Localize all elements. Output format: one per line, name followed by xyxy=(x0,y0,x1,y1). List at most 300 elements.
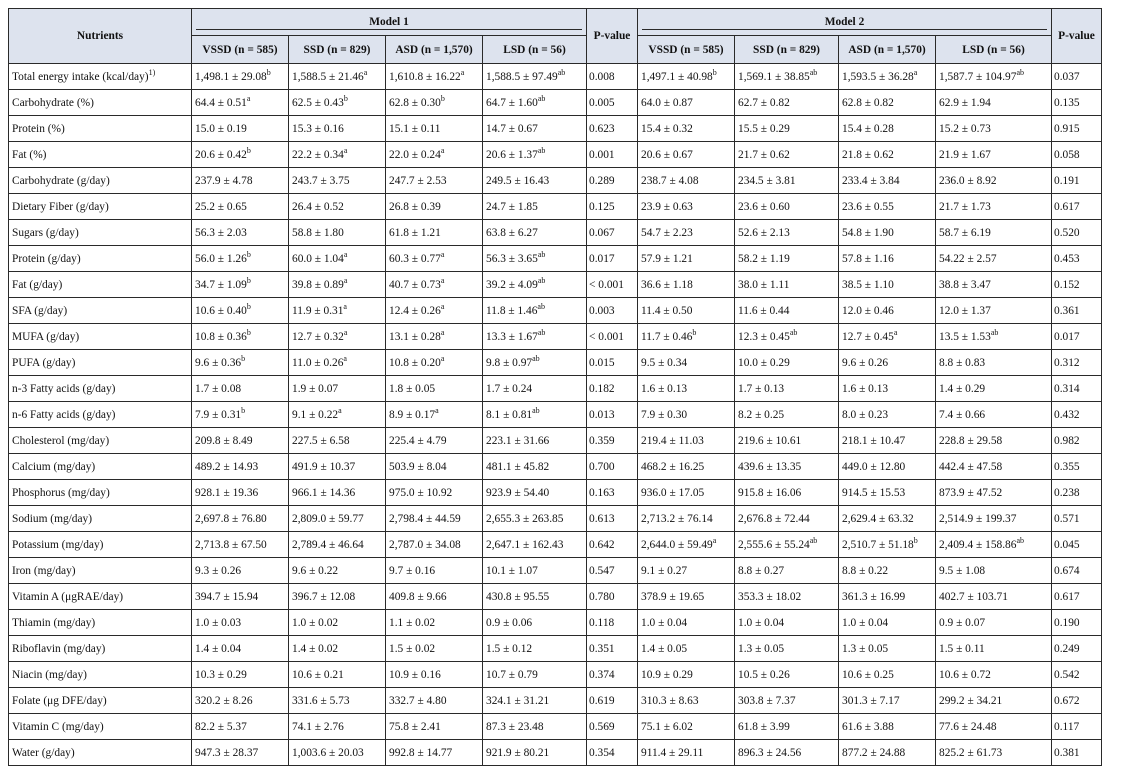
model-1-value-cell xyxy=(192,662,289,688)
model-1-pvalue-cell: 0.354 xyxy=(587,740,638,766)
mean-se-value: 13.5 ± 1.53 xyxy=(939,330,991,343)
mean-se-value: 21.7 ± 1.73 xyxy=(939,200,991,213)
mean-se-value: 1.5 ± 0.02 xyxy=(389,642,436,655)
mean-se-value: 219.6 ± 10.61 xyxy=(738,434,802,447)
model-2-value-cell xyxy=(735,64,839,90)
mean-se-value: 87.3 ± 23.48 xyxy=(486,720,544,733)
mean-se-value: 353.3 ± 18.02 xyxy=(738,590,802,603)
mean-se-value: 332.7 ± 4.80 xyxy=(389,694,447,707)
nutrient-name: Cholesterol (mg/day) xyxy=(12,434,110,447)
nutrient-name: SFA (g/day) xyxy=(12,304,68,317)
model-2-value-cell xyxy=(735,428,839,454)
mean-se-value: 503.9 ± 8.04 xyxy=(389,460,447,473)
mean-se-value: 11.6 ± 0.44 xyxy=(738,304,790,317)
mean-se-value: 1.0 ± 0.04 xyxy=(641,616,688,629)
model-1-pvalue-cell: 0.780 xyxy=(587,584,638,610)
model-1-pvalue-cell: 0.015 xyxy=(587,350,638,376)
model-1-value-cell xyxy=(386,194,483,220)
model-2-pvalue-cell: 0.571 xyxy=(1052,506,1102,532)
nutrient-name: Folate (μg DFE/day) xyxy=(12,694,107,707)
mean-se-value: 430.8 ± 95.55 xyxy=(486,590,550,603)
mean-se-value: 2,510.7 ± 51.18 xyxy=(842,538,914,551)
model-2-value-cell xyxy=(936,246,1052,272)
mean-se-value: 236.0 ± 8.92 xyxy=(939,174,997,187)
mean-se-value: 324.1 ± 31.21 xyxy=(486,694,550,707)
model-2-value-cell xyxy=(839,168,936,194)
mean-se-value: 26.4 ± 0.52 xyxy=(292,200,344,213)
mean-se-value: 320.2 ± 8.26 xyxy=(195,694,253,707)
model-2-value-cell xyxy=(839,246,936,272)
model-2-value-cell xyxy=(638,324,735,350)
model-2-value-cell xyxy=(936,142,1052,168)
model-2-value-cell xyxy=(839,584,936,610)
model-2-value-cell xyxy=(936,298,1052,324)
mean-se-value: 58.2 ± 1.19 xyxy=(738,252,790,265)
mean-se-value: 75.8 ± 2.41 xyxy=(389,720,441,733)
nutrient-name-cell xyxy=(9,142,192,168)
model-2-value-cell xyxy=(735,194,839,220)
model-2-value-cell xyxy=(735,636,839,662)
nutrient-name-cell xyxy=(9,584,192,610)
significance-letter: ab xyxy=(809,67,818,77)
mean-se-value: 26.8 ± 0.39 xyxy=(389,200,441,213)
mean-se-value: 54.8 ± 1.90 xyxy=(842,226,894,239)
significance-letter: a xyxy=(343,145,348,155)
mean-se-value: 58.7 ± 6.19 xyxy=(939,226,991,239)
significance-letter: b xyxy=(241,405,246,415)
model-2-value-cell xyxy=(936,714,1052,740)
mean-se-value: 57.9 ± 1.21 xyxy=(641,252,693,265)
nutrient-name-cell xyxy=(9,714,192,740)
model-1-value-cell xyxy=(386,142,483,168)
model-1-value-cell xyxy=(386,402,483,428)
mean-se-value: 9.1 ± 0.27 xyxy=(641,564,688,577)
mean-se-value: 1.0 ± 0.04 xyxy=(842,616,889,629)
mean-se-value: 9.6 ± 0.26 xyxy=(842,356,889,369)
mean-se-value: 1.7 ± 0.24 xyxy=(486,382,533,395)
mean-se-value: 396.7 ± 12.08 xyxy=(292,590,356,603)
mean-se-value: 2,789.4 ± 46.64 xyxy=(292,538,364,551)
mean-se-value: 9.5 ± 1.08 xyxy=(939,564,986,577)
model-2-pvalue-cell: 0.312 xyxy=(1052,350,1102,376)
significance-letter: b xyxy=(440,93,445,103)
model-1-value-cell xyxy=(483,610,587,636)
model-1-value-cell xyxy=(483,532,587,558)
table-row xyxy=(9,740,1102,766)
mean-se-value: 52.6 ± 2.13 xyxy=(738,226,790,239)
model-1-value-cell xyxy=(386,532,483,558)
model-2-value-cell xyxy=(735,376,839,402)
mean-se-value: 38.0 ± 1.11 xyxy=(738,278,790,291)
model-2-value-cell xyxy=(936,662,1052,688)
model-2-value-cell xyxy=(839,298,936,324)
model-1-value-cell xyxy=(386,636,483,662)
model-1-value-cell xyxy=(483,740,587,766)
mean-se-value: 10.8 ± 0.36 xyxy=(195,330,247,343)
model-2-value-cell xyxy=(936,376,1052,402)
mean-se-value: 481.1 ± 45.82 xyxy=(486,460,550,473)
mean-se-value: 1.3 ± 0.05 xyxy=(738,642,785,655)
model-2-pvalue-cell: 0.037 xyxy=(1052,64,1102,90)
table-row xyxy=(9,662,1102,688)
model-2-value-cell xyxy=(638,220,735,246)
header-model-2 xyxy=(638,9,1052,36)
mean-se-value: 2,713.8 ± 67.50 xyxy=(195,538,267,551)
model-1-value-cell xyxy=(386,558,483,584)
nutrient-name-cell xyxy=(9,220,192,246)
mean-se-value: 10.0 ± 0.29 xyxy=(738,356,790,369)
mean-se-value: 9.3 ± 0.26 xyxy=(195,564,242,577)
model-2-value-cell xyxy=(638,532,735,558)
nutrient-name: Carbohydrate (%) xyxy=(12,96,94,109)
model-2-value-cell xyxy=(839,376,936,402)
nutrient-name-cell xyxy=(9,402,192,428)
mean-se-value: 62.8 ± 0.30 xyxy=(389,96,441,109)
nutrient-name: MUFA (g/day) xyxy=(12,330,80,343)
model-2-value-cell xyxy=(936,532,1052,558)
model-2-pvalue-cell: 0.617 xyxy=(1052,584,1102,610)
model-1-value-cell xyxy=(289,272,386,298)
model-1-value-cell xyxy=(289,350,386,376)
mean-se-value: 243.7 ± 3.75 xyxy=(292,174,350,187)
table-row xyxy=(9,142,1102,168)
header-m1-lsd: LSD (n = 56) xyxy=(483,36,587,64)
model-1-pvalue-cell: 0.613 xyxy=(587,506,638,532)
model-2-pvalue-cell: 0.249 xyxy=(1052,636,1102,662)
model-1-pvalue-cell: 0.118 xyxy=(587,610,638,636)
mean-se-value: 1.7 ± 0.13 xyxy=(738,382,785,395)
table-row xyxy=(9,324,1102,350)
model-1-pvalue-cell: 0.359 xyxy=(587,428,638,454)
significance-letter: ab xyxy=(537,249,546,259)
model-1-value-cell xyxy=(289,662,386,688)
model-2-value-cell xyxy=(839,610,936,636)
model-1-pvalue-cell: 0.547 xyxy=(587,558,638,584)
mean-se-value: 23.6 ± 0.60 xyxy=(738,200,790,213)
model-1-pvalue-cell: 0.619 xyxy=(587,688,638,714)
significance-letter: a xyxy=(440,327,445,337)
mean-se-value: 1.4 ± 0.05 xyxy=(641,642,688,655)
table-row xyxy=(9,610,1102,636)
model-2-value-cell xyxy=(936,480,1052,506)
model-2-value-cell xyxy=(839,506,936,532)
header-model-1-label: Model 1 xyxy=(369,16,409,28)
nutrient-table-container xyxy=(8,8,1102,766)
nutrient-name-cell xyxy=(9,506,192,532)
model-1-value-cell xyxy=(192,428,289,454)
model-1-value-cell xyxy=(289,194,386,220)
mean-se-value: 38.8 ± 3.47 xyxy=(939,278,991,291)
mean-se-value: 38.5 ± 1.10 xyxy=(842,278,894,291)
mean-se-value: 1,569.1 ± 38.85 xyxy=(738,70,810,83)
nutrient-name: Total energy intake (kcal/day) xyxy=(12,70,149,83)
model-1-value-cell xyxy=(483,584,587,610)
model-2-value-cell xyxy=(638,558,735,584)
model-2-pvalue-cell: 0.355 xyxy=(1052,454,1102,480)
model-2-value-cell xyxy=(936,454,1052,480)
significance-letter: ab xyxy=(537,327,546,337)
mean-se-value: 1,593.5 ± 36.28 xyxy=(842,70,914,83)
model-2-value-cell xyxy=(936,428,1052,454)
mean-se-value: 10.7 ± 0.79 xyxy=(486,668,538,681)
mean-se-value: 11.4 ± 0.50 xyxy=(641,304,693,317)
model-2-pvalue-cell: 0.361 xyxy=(1052,298,1102,324)
significance-letter: ab xyxy=(990,327,999,337)
mean-se-value: 23.9 ± 0.63 xyxy=(641,200,693,213)
table-row xyxy=(9,402,1102,428)
mean-se-value: 10.9 ± 0.29 xyxy=(641,668,693,681)
mean-se-value: 15.1 ± 0.11 xyxy=(389,122,441,135)
mean-se-value: 1.6 ± 0.13 xyxy=(641,382,688,395)
model-2-value-cell xyxy=(839,636,936,662)
model-1-value-cell xyxy=(289,532,386,558)
mean-se-value: 54.7 ± 2.23 xyxy=(641,226,693,239)
significance-letter: a xyxy=(440,249,445,259)
table-row xyxy=(9,714,1102,740)
nutrient-name: Carbohydrate (g/day) xyxy=(12,174,110,187)
mean-se-value: 1.4 ± 0.02 xyxy=(292,642,339,655)
model-2-value-cell xyxy=(638,584,735,610)
model-2-value-cell xyxy=(735,558,839,584)
mean-se-value: 10.6 ± 0.72 xyxy=(939,668,991,681)
model-1-value-cell xyxy=(483,64,587,90)
mean-se-value: 299.2 ± 34.21 xyxy=(939,694,1003,707)
model-2-value-cell xyxy=(638,714,735,740)
significance-letter: ab xyxy=(809,535,818,545)
model-2-value-cell xyxy=(735,454,839,480)
model-2-value-cell xyxy=(638,272,735,298)
mean-se-value: 227.5 ± 6.58 xyxy=(292,434,350,447)
model-1-value-cell xyxy=(386,220,483,246)
model-1-value-cell xyxy=(386,116,483,142)
nutrient-name: Riboflavin (mg/day) xyxy=(12,642,106,655)
mean-se-value: 247.7 ± 2.53 xyxy=(389,174,447,187)
significance-letter: a xyxy=(460,67,465,77)
model-1-value-cell xyxy=(483,376,587,402)
nutrient-name-cell xyxy=(9,636,192,662)
nutrient-name: Sugars (g/day) xyxy=(12,226,79,239)
model-1-value-cell xyxy=(386,376,483,402)
model-1-value-cell xyxy=(386,584,483,610)
nutrient-name: Fat (g/day) xyxy=(12,278,63,291)
model-1-value-cell xyxy=(192,714,289,740)
significance-letter: ab xyxy=(537,301,545,311)
model-1-value-cell xyxy=(192,558,289,584)
table-row xyxy=(9,532,1102,558)
model-2-value-cell xyxy=(735,116,839,142)
mean-se-value: 20.6 ± 0.67 xyxy=(641,148,693,161)
model-1-value-cell xyxy=(483,636,587,662)
mean-se-value: 877.2 ± 24.88 xyxy=(842,746,906,759)
header-m2-vssd: VSSD (n = 585) xyxy=(638,36,735,64)
mean-se-value: 60.0 ± 1.04 xyxy=(292,252,344,265)
model-2-pvalue-cell: 0.117 xyxy=(1052,714,1102,740)
mean-se-value: 2,713.2 ± 76.14 xyxy=(641,512,713,525)
model-1-pvalue-cell: 0.351 xyxy=(587,636,638,662)
model-1-pvalue-cell: 0.569 xyxy=(587,714,638,740)
model-2-value-cell xyxy=(936,506,1052,532)
mean-se-value: 10.6 ± 0.25 xyxy=(842,668,894,681)
model-1-value-cell xyxy=(386,298,483,324)
model-2-pvalue-cell: 0.617 xyxy=(1052,194,1102,220)
significance-letter: b xyxy=(246,301,251,311)
mean-se-value: 442.4 ± 47.58 xyxy=(939,460,1003,473)
model-1-value-cell xyxy=(289,584,386,610)
model-2-pvalue-cell: 0.152 xyxy=(1052,272,1102,298)
model-2-value-cell xyxy=(936,558,1052,584)
model-1-value-cell xyxy=(192,532,289,558)
model-1-pvalue-cell: 0.700 xyxy=(587,454,638,480)
model-1-value-cell xyxy=(192,220,289,246)
mean-se-value: 62.8 ± 0.82 xyxy=(842,96,894,109)
model-2-pvalue-cell: 0.058 xyxy=(1052,142,1102,168)
model-2-value-cell xyxy=(638,194,735,220)
mean-se-value: 936.0 ± 17.05 xyxy=(641,486,705,499)
header-pvalue-2: P-value xyxy=(1052,9,1102,64)
model-1-value-cell xyxy=(386,324,483,350)
mean-se-value: 56.3 ± 2.03 xyxy=(195,226,247,239)
mean-se-value: 11.7 ± 0.46 xyxy=(641,330,693,343)
model-2-value-cell xyxy=(735,142,839,168)
mean-se-value: 10.3 ± 0.29 xyxy=(195,668,247,681)
mean-se-value: 468.2 ± 16.25 xyxy=(641,460,705,473)
significance-letter: ab xyxy=(537,93,546,103)
model-2-pvalue-cell: 0.135 xyxy=(1052,90,1102,116)
mean-se-value: 223.1 ± 31.66 xyxy=(486,434,550,447)
model-1-value-cell xyxy=(386,714,483,740)
model-1-value-cell xyxy=(192,610,289,636)
model-1-value-cell xyxy=(386,428,483,454)
mean-se-value: 40.7 ± 0.73 xyxy=(389,278,441,291)
significance-letter: ab xyxy=(532,353,540,363)
mean-se-value: 56.0 ± 1.26 xyxy=(195,252,247,265)
model-2-value-cell xyxy=(936,220,1052,246)
mean-se-value: 228.8 ± 29.58 xyxy=(939,434,1003,447)
model-2-value-cell xyxy=(638,454,735,480)
model-1-value-cell xyxy=(289,246,386,272)
model-2-pvalue-cell: 0.542 xyxy=(1052,662,1102,688)
model-2-pvalue-cell: 0.915 xyxy=(1052,116,1102,142)
mean-se-value: 2,809.0 ± 59.77 xyxy=(292,512,364,525)
significance-letter: a xyxy=(343,353,347,363)
model-1-value-cell xyxy=(192,194,289,220)
model-1-pvalue-cell: 0.163 xyxy=(587,480,638,506)
mean-se-value: 1.3 ± 0.05 xyxy=(842,642,889,655)
mean-se-value: 62.9 ± 1.94 xyxy=(939,96,991,109)
mean-se-value: 10.8 ± 0.20 xyxy=(389,356,441,369)
model-2-pvalue-cell: 0.017 xyxy=(1052,324,1102,350)
mean-se-value: 928.1 ± 19.36 xyxy=(195,486,259,499)
mean-se-value: 2,629.4 ± 63.32 xyxy=(842,512,914,525)
mean-se-value: 1,003.6 ± 20.03 xyxy=(292,746,364,759)
mean-se-value: 402.7 ± 103.71 xyxy=(939,590,1008,603)
nutrient-name-cell xyxy=(9,350,192,376)
model-1-value-cell xyxy=(483,142,587,168)
nutrient-name: Water (g/day) xyxy=(12,746,75,759)
model-1-pvalue-cell: 0.013 xyxy=(587,402,638,428)
model-2-value-cell xyxy=(839,64,936,90)
significance-letter: b xyxy=(712,67,717,77)
significance-letter: a xyxy=(440,353,445,363)
nutrient-name-cell xyxy=(9,558,192,584)
mean-se-value: 237.9 ± 4.78 xyxy=(195,174,253,187)
mean-se-value: 911.4 ± 29.11 xyxy=(641,746,704,759)
model-1-pvalue-cell: 0.017 xyxy=(587,246,638,272)
model-2-value-cell xyxy=(936,194,1052,220)
model-2-value-cell xyxy=(735,480,839,506)
model-1-value-cell xyxy=(192,636,289,662)
mean-se-value: 449.0 ± 12.80 xyxy=(842,460,906,473)
model-1-value-cell xyxy=(483,298,587,324)
mean-se-value: 11.0 ± 0.26 xyxy=(292,356,344,369)
significance-letter: b xyxy=(913,535,918,545)
model-2-value-cell xyxy=(638,168,735,194)
model-1-value-cell xyxy=(483,246,587,272)
mean-se-value: 219.4 ± 11.03 xyxy=(641,434,704,447)
mean-se-value: 8.8 ± 0.22 xyxy=(842,564,889,577)
footnote-marker: 1) xyxy=(148,67,156,77)
nutrient-name: Niacin (mg/day) xyxy=(12,668,87,681)
mean-se-value: 39.8 ± 0.89 xyxy=(292,278,344,291)
model-1-value-cell xyxy=(386,688,483,714)
mean-se-value: 24.7 ± 1.85 xyxy=(486,200,538,213)
mean-se-value: 56.3 ± 3.65 xyxy=(486,252,538,265)
nutrient-name-cell xyxy=(9,740,192,766)
model-1-value-cell xyxy=(289,64,386,90)
significance-letter: b xyxy=(692,327,697,337)
model-2-value-cell xyxy=(936,350,1052,376)
model-2-value-cell xyxy=(638,740,735,766)
model-2-value-cell xyxy=(839,90,936,116)
model-1-value-cell xyxy=(386,272,483,298)
mean-se-value: 915.8 ± 16.06 xyxy=(738,486,802,499)
mean-se-value: 1.7 ± 0.08 xyxy=(195,382,242,395)
model-1-pvalue-cell: < 0.001 xyxy=(587,272,638,298)
mean-se-value: 34.7 ± 1.09 xyxy=(195,278,247,291)
mean-se-value: 22.2 ± 0.34 xyxy=(292,148,344,161)
nutrient-name: n-3 Fatty acids (g/day) xyxy=(12,382,116,395)
model-2-value-cell xyxy=(936,688,1052,714)
nutrient-name: Calcium (mg/day) xyxy=(12,460,96,473)
significance-letter: a xyxy=(343,301,347,311)
model-1-value-cell xyxy=(483,428,587,454)
model-2-value-cell xyxy=(735,532,839,558)
significance-letter: a xyxy=(363,67,368,77)
significance-letter: a xyxy=(343,275,348,285)
model-2-value-cell xyxy=(839,480,936,506)
nutrient-name-cell xyxy=(9,298,192,324)
mean-se-value: 209.8 ± 8.49 xyxy=(195,434,253,447)
mean-se-value: 10.6 ± 0.21 xyxy=(292,668,344,681)
significance-letter: a xyxy=(343,249,348,259)
model-2-value-cell xyxy=(638,480,735,506)
model-1-value-cell xyxy=(483,714,587,740)
table-row xyxy=(9,246,1102,272)
model-2-value-cell xyxy=(936,610,1052,636)
mean-se-value: 21.8 ± 0.62 xyxy=(842,148,894,161)
model-1-value-cell xyxy=(289,376,386,402)
mean-se-value: 9.8 ± 0.97 xyxy=(486,356,533,369)
mean-se-value: 2,647.1 ± 162.43 xyxy=(486,538,564,551)
mean-se-value: 12.4 ± 0.26 xyxy=(389,304,441,317)
significance-letter: a xyxy=(712,535,717,545)
model-1-value-cell xyxy=(289,168,386,194)
nutrient-name: Protein (g/day) xyxy=(12,252,81,265)
mean-se-value: 873.9 ± 47.52 xyxy=(939,486,1003,499)
mean-se-value: 238.7 ± 4.08 xyxy=(641,174,699,187)
model-1-value-cell xyxy=(483,454,587,480)
model-1-value-cell xyxy=(192,402,289,428)
